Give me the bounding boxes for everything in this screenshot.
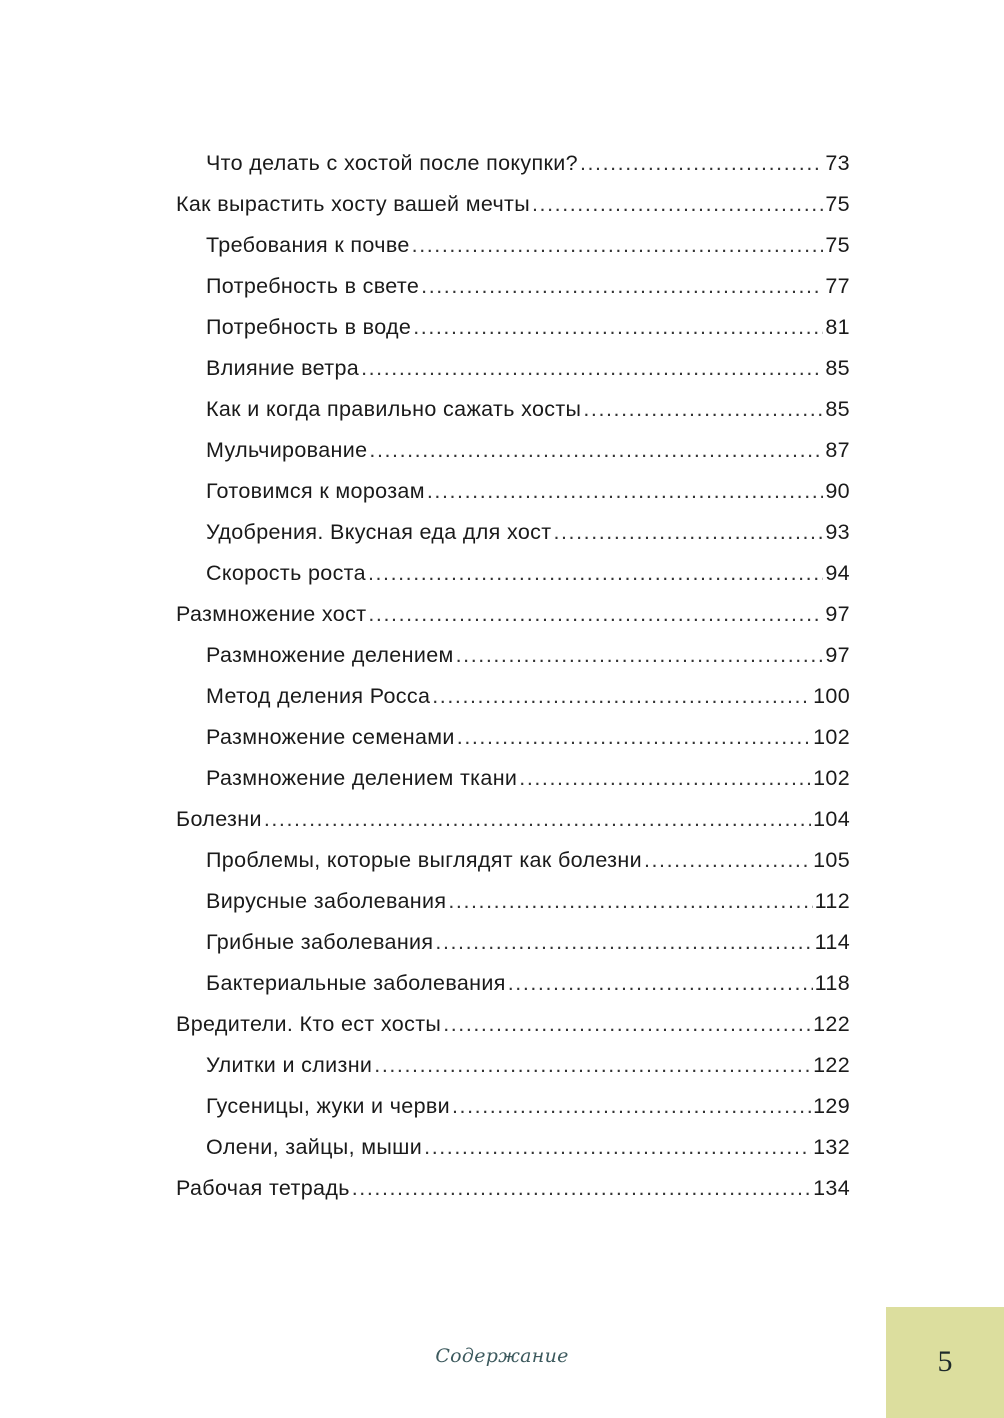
toc-entry-page: 134 [813,1176,850,1200]
toc-entry-page: 102 [813,766,850,790]
toc-entry-page: 122 [813,1053,850,1077]
toc-section-entry[interactable] [0,1045,850,1086]
dot-leader [368,553,823,594]
toc-entry-title: Мульчирование [206,438,368,462]
toc-entry-title: Вирусные заболевания [206,889,447,913]
toc-entry-title: Размножение делением [206,643,454,667]
dot-leader [369,430,823,471]
toc-section-entry[interactable] [0,963,850,1004]
dot-leader [424,1127,811,1168]
toc-entry-page: 112 [814,889,850,913]
toc-section-entry[interactable] [0,430,850,471]
toc-section-entry[interactable] [0,348,850,389]
toc-entry-page: 129 [813,1094,850,1118]
dot-leader [456,635,824,676]
dot-leader [427,471,824,512]
running-footer-title: Содержание [435,1345,569,1367]
toc-entry-page: 118 [814,971,850,995]
toc-entry-page: 105 [813,848,850,872]
dot-leader [413,307,823,348]
dot-leader [532,184,823,225]
toc-entry-page: 100 [813,684,850,708]
toc-entry-page: 87 [825,438,850,462]
toc-entry-title: Бактериальные заболевания [206,971,506,995]
dot-leader [644,840,811,881]
toc-entry-page: 75 [825,192,850,216]
toc-section-entry[interactable] [0,676,850,717]
dot-leader [264,799,811,840]
toc-section-entry[interactable] [0,758,850,799]
toc-entry-page: 90 [825,479,850,503]
toc-entry-page: 114 [814,930,850,954]
toc-section-entry[interactable] [0,840,850,881]
toc-section-entry[interactable] [0,1086,850,1127]
toc-entry-title: Болезни [176,807,262,831]
toc-entry-title: Размножение хост [176,602,367,626]
toc-chapter-entry[interactable] [0,184,850,225]
toc-entry-title: Проблемы, которые выглядят как болезни [206,848,642,872]
toc-entry-title: Как и когда правильно сажать хосты [206,397,582,421]
page-number-tab [886,1307,1004,1418]
toc-section-entry[interactable] [0,717,850,758]
toc-section-entry[interactable] [0,143,850,184]
toc-entry-page: 122 [813,1012,850,1036]
toc-section-entry[interactable] [0,307,850,348]
dot-leader [452,1086,811,1127]
toc-entry-page: 75 [825,233,850,257]
page-number: 5 [937,1345,953,1378]
toc-entry-page: 77 [825,274,850,298]
dot-leader [583,389,823,430]
dot-leader [443,1004,811,1045]
toc-entry-title: Улитки и слизни [206,1053,373,1077]
dot-leader [448,881,812,922]
toc-entry-title: Как вырастить хосту вашей мечты [176,192,531,216]
toc-entry-page: 132 [813,1135,850,1159]
dot-leader [352,1168,811,1209]
toc-entry-title: Размножение делением ткани [206,766,518,790]
toc-entry-page: 81 [825,315,850,339]
dot-leader [457,717,811,758]
toc-entry-title: Удобрения. Вкусная еда для хост [206,520,552,544]
toc-entry-page: 97 [825,643,850,667]
toc-entry-page: 85 [825,397,850,421]
toc-entry-title: Влияние ветра [206,356,360,380]
toc-entry-title: Потребность в свете [206,274,420,298]
toc-chapter-entry[interactable] [0,799,850,840]
toc-entry-title: Рабочая тетрадь [176,1176,350,1200]
dot-leader [361,348,823,389]
toc-entry-title: Гусеницы, жуки и черви [206,1094,451,1118]
toc-entry-title: Скорость роста [206,561,366,585]
toc-section-entry[interactable] [0,881,850,922]
toc-entry-title: Размножение семенами [206,725,455,749]
toc-section-entry[interactable] [0,512,850,553]
toc-section-entry[interactable] [0,389,850,430]
dot-leader [519,758,811,799]
dot-leader [412,225,824,266]
dot-leader [432,676,811,717]
dot-leader [580,143,823,184]
dot-leader [368,594,823,635]
toc-chapter-entry[interactable] [0,1004,850,1045]
dot-leader [374,1045,811,1086]
toc-entry-title: Вредители. Кто ест хосты [176,1012,442,1036]
toc-section-entry[interactable] [0,266,850,307]
toc-entry-title: Метод деления Росса [206,684,431,708]
toc-entry-page: 94 [825,561,850,585]
dot-leader [435,922,812,963]
dot-leader [421,266,823,307]
toc-entry-page: 102 [813,725,850,749]
toc-entry-page: 104 [813,807,850,831]
toc-section-entry[interactable] [0,471,850,512]
toc-section-entry[interactable] [0,922,850,963]
toc-entry-title: Что делать с хостой после покупки? [206,151,578,175]
dot-leader [553,512,823,553]
toc-chapter-entry[interactable] [0,1168,850,1209]
toc-entry-page: 97 [825,602,850,626]
toc-entry-page: 85 [825,356,850,380]
toc-chapter-entry[interactable] [0,594,850,635]
toc-section-entry[interactable] [0,1127,850,1168]
toc-entry-page: 73 [825,151,850,175]
dot-leader [508,963,813,1004]
toc-entry-page: 93 [825,520,850,544]
toc-entry-title: Олени, зайцы, мыши [206,1135,423,1159]
toc-section-entry[interactable] [0,225,850,266]
toc-entry-title: Требования к почве [206,233,410,257]
toc-section-entry[interactable] [0,553,850,594]
toc-entry-title: Грибные заболевания [206,930,434,954]
toc-entry-title: Потребность в воде [206,315,412,339]
toc-entry-title: Готовимся к морозам [206,479,425,503]
toc-section-entry[interactable] [0,635,850,676]
